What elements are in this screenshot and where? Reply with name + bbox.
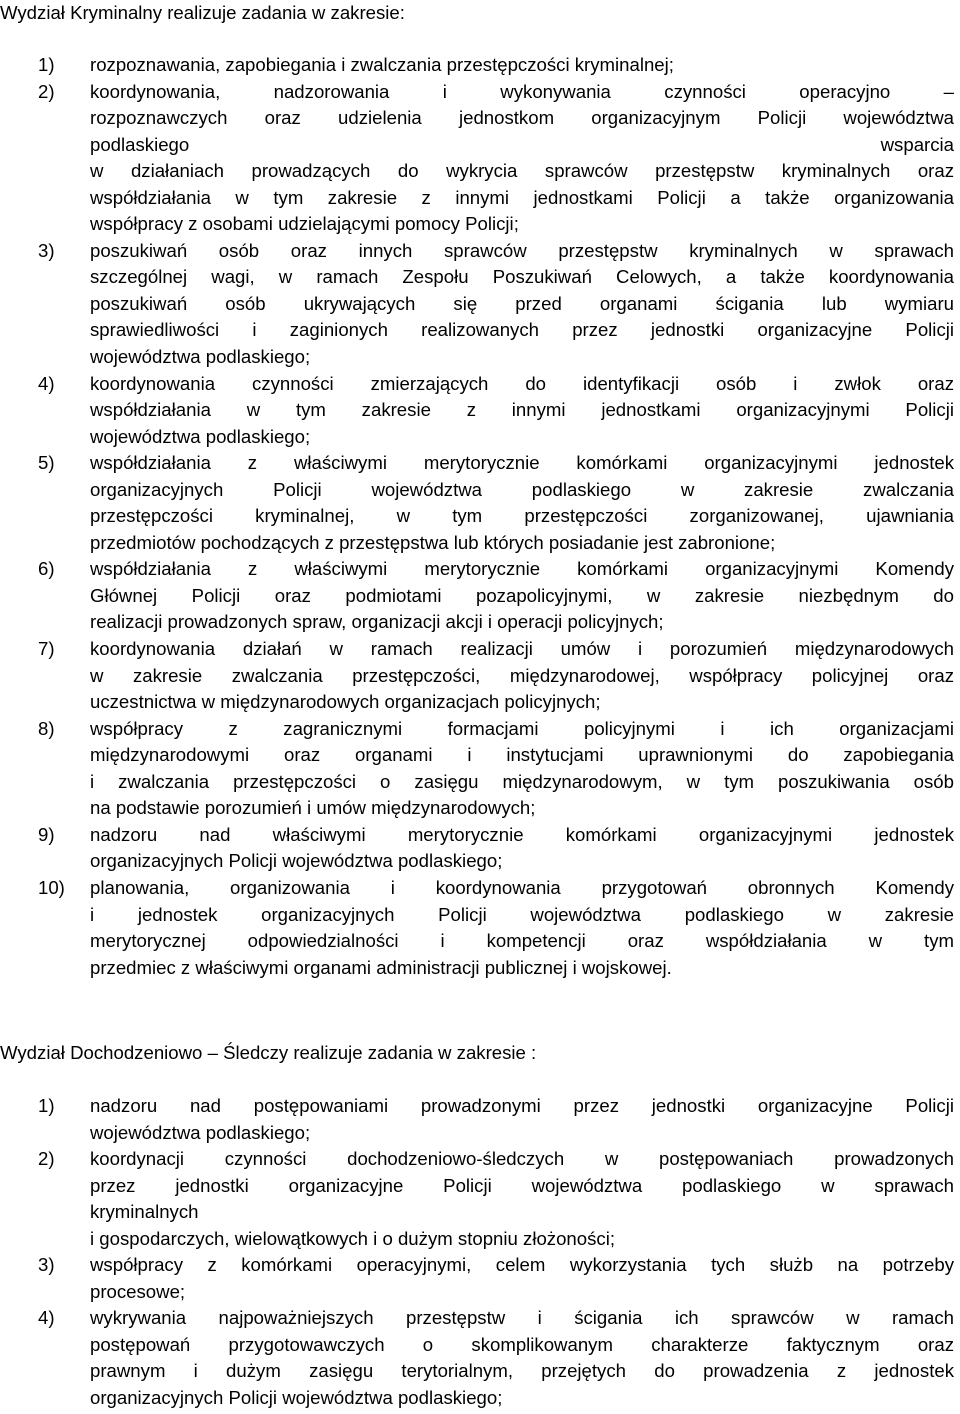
list-item-text-line: w działaniach prowadzących do wykrycia sprawców przestępstw kryminalnych oraz bbox=[90, 160, 954, 182]
list-item-text-line bbox=[90, 132, 954, 159]
list-item-text-line: współdziałania w tym zakresie z innymi jednostkami Policji a także organizowania bbox=[90, 186, 954, 208]
list-item-text-line: współdziałania z właściwymi merytorycznie komórkami organizacyjnymi Komendy bbox=[90, 558, 954, 580]
list-item-text-line: międzynarodowymi oraz organami i instytucjami uprawnionymi do zapobiegania bbox=[90, 744, 954, 766]
list-item-text-line: województwa podlaskiego; bbox=[90, 346, 311, 368]
list-item-text-line: wykrywania najpoważniejszych przestępstw i ścigania ich sprawców w ramach bbox=[90, 1307, 954, 1329]
list-item-text-line: rozpoznawczych oraz udzielenia jednostkom organizacyjnym Policji województwa bbox=[90, 107, 954, 129]
list-item-text-line: przedmiotów pochodzących z przestępstwa lub których posiadanie jest zabronione; bbox=[90, 531, 776, 553]
list-item bbox=[0, 1093, 954, 1146]
list-item-text-line: i zwalczania przestępczości o zasięgu międzynarodowym, w tym poszukiwania osób bbox=[90, 770, 954, 792]
list-item-number: 3) bbox=[38, 1254, 55, 1276]
section-heading-investigation-department: Wydział Dochodzeniowo – Śledczy realizuje zadania w zakresie : bbox=[0, 1042, 537, 1063]
list-item-text-line: merytorycznej odpowiedzialności i kompetencji oraz współdziałania w tym bbox=[90, 930, 954, 952]
list-item bbox=[0, 716, 954, 822]
list-item bbox=[0, 1305, 954, 1411]
list-item-number: 4) bbox=[38, 1307, 55, 1329]
list-item-text-line: rozpoznawania, zapobiegania i zwalczania przestępczości kryminalnej; bbox=[90, 54, 674, 75]
list-item-number: 6) bbox=[38, 558, 55, 580]
list-item-text-line: i gospodarczych, wielowątkowych i o dużym stopniu złożoności; bbox=[90, 1227, 616, 1249]
list-item-text-line: na podstawie porozumień i umów międzynarodowych; bbox=[90, 797, 536, 819]
list-item-number: 1) bbox=[38, 54, 55, 75]
list-item-text-line: realizacji prowadzonych spraw, organizacji akcji i operacji policyjnych; bbox=[90, 611, 664, 633]
list-item-number: 3) bbox=[38, 239, 55, 261]
list-item-text-line: współdziałania w tym zakresie z innymi jednostkami organizacyjnymi Policji bbox=[90, 399, 954, 421]
list-item-text-line: planowania, organizowania i koordynowania przygotowań obronnych Komendy bbox=[90, 876, 954, 898]
list-item bbox=[0, 636, 954, 716]
list-item-text-line: przedmiec z właściwymi organami administracji publicznej i wojskowej. bbox=[90, 956, 672, 978]
list-item bbox=[0, 371, 954, 451]
text-fragment: podlaskiego bbox=[90, 133, 190, 155]
list-item-text-line: nadzoru nad właściwymi merytorycznie komórkami organizacyjnymi jednostek bbox=[90, 823, 954, 845]
list-item-number: 5) bbox=[38, 452, 55, 474]
section-heading-criminal-department: Wydział Kryminalny realizuje zadania w zakresie: bbox=[0, 2, 405, 23]
list-item-text-line: szczególnej wagi, w ramach Zespołu Poszukiwań Celowych, a także koordynowania bbox=[90, 266, 954, 288]
list-item-number: 2) bbox=[38, 1148, 55, 1170]
list-item-text-line: poszukiwań osób ukrywających się przed organami ścigania lub wymiaru bbox=[90, 292, 954, 314]
list-item bbox=[0, 822, 954, 875]
list-item-text-line: organizacyjnych Policji województwa podlaskiego; bbox=[90, 1387, 503, 1409]
list-item-number: 10) bbox=[38, 876, 65, 898]
list-item-text-line: przestępczości kryminalnej, w tym przestępczości zorganizowanej, ujawniania bbox=[90, 505, 954, 527]
list-item-text-line: w zakresie zwalczania przestępczości, międzynarodowej, współpracy policyjnej oraz bbox=[90, 664, 954, 686]
list-item-text-line: koordynowania działań w ramach realizacji umów i porozumień międzynarodowych bbox=[90, 638, 954, 660]
list-item-number: 9) bbox=[38, 823, 55, 845]
list-item-text-line: koordynacji czynności dochodzeniowo-śledczych w postępowaniach prowadzonych bbox=[90, 1148, 954, 1170]
list-item bbox=[0, 1252, 954, 1305]
list-item-text-line: współpracy z komórkami operacyjnymi, celem wykorzystania tych służb na potrzeby bbox=[90, 1254, 954, 1276]
list-item-text-line: organizacyjnych Policji województwa podlaskiego w zakresie zwalczania bbox=[90, 478, 954, 500]
list-item-number: 1) bbox=[38, 1095, 55, 1116]
list-item-number: 8) bbox=[38, 717, 55, 739]
list-item-text-line: województwa podlaskiego; bbox=[90, 1121, 311, 1143]
list-item-text-line: współpracy z osobami udzielającymi pomocy Policji; bbox=[90, 213, 519, 235]
criminal-department-task-list bbox=[0, 52, 960, 981]
list-item-text-line: przez jednostki organizacyjne Policji województwa podlaskiego w sprawach bbox=[90, 1174, 954, 1196]
list-item bbox=[0, 238, 954, 371]
list-item-text-line: koordynowania, nadzorowania i wykonywania czynności operacyjno – bbox=[90, 80, 954, 102]
list-item-text-line: i jednostek organizacyjnych Policji województwa podlaskiego w zakresie bbox=[90, 903, 954, 925]
list-item-number: 4) bbox=[38, 372, 55, 394]
list-item-text-line: prawnym i dużym zasięgu terytorialnym, przejętych do prowadzenia z jednostek bbox=[90, 1360, 954, 1382]
list-item-text-line: procesowe; bbox=[90, 1280, 186, 1302]
list-item-text-line: uczestnictwa w międzynarodowych organizacjach policyjnych; bbox=[90, 691, 601, 713]
list-item-text-line: współdziałania z właściwymi merytorycznie komórkami organizacyjnymi jednostek bbox=[90, 452, 954, 474]
list-item-text-line: postępowań przygotowawczych o skomplikowanym charakterze faktycznym oraz bbox=[90, 1333, 954, 1355]
list-item bbox=[0, 52, 954, 79]
list-item-number: 2) bbox=[38, 80, 55, 102]
list-item-text-line: współpracy z zagranicznymi formacjami policyjnymi i ich organizacjami bbox=[90, 717, 954, 739]
list-item-text-line: nadzoru nad postępowaniami prowadzonymi przez jednostki organizacyjne Policji bbox=[90, 1095, 954, 1116]
list-item bbox=[0, 875, 954, 981]
list-item-text-line: sprawiedliwości i zaginionych realizowanych przez jednostki organizacyjne Policji bbox=[90, 319, 954, 341]
list-item bbox=[0, 556, 954, 636]
list-item-number: 7) bbox=[38, 638, 55, 660]
list-item-text-line: Głównej Policji oraz podmiotami pozapolicyjnymi, w zakresie niezbędnym do bbox=[90, 584, 954, 606]
list-item-text-line: kryminalnych bbox=[90, 1201, 199, 1223]
list-item bbox=[0, 450, 954, 556]
list-item-text-line: koordynowania czynności zmierzających do identyfikacji osób i zwłok oraz bbox=[90, 372, 954, 394]
list-item bbox=[0, 1146, 954, 1252]
list-item-text-line: organizacyjnych Policji województwa podlaskiego; bbox=[90, 850, 503, 872]
list-item bbox=[0, 79, 954, 238]
list-item-text-line: województwa podlaskiego; bbox=[90, 425, 311, 447]
investigation-department-task-list bbox=[0, 1093, 960, 1412]
list-item-text-line: poszukiwań osób oraz innych sprawców przestępstw kryminalnych w sprawach bbox=[90, 239, 954, 261]
text-fragment: wsparcia bbox=[880, 133, 954, 155]
